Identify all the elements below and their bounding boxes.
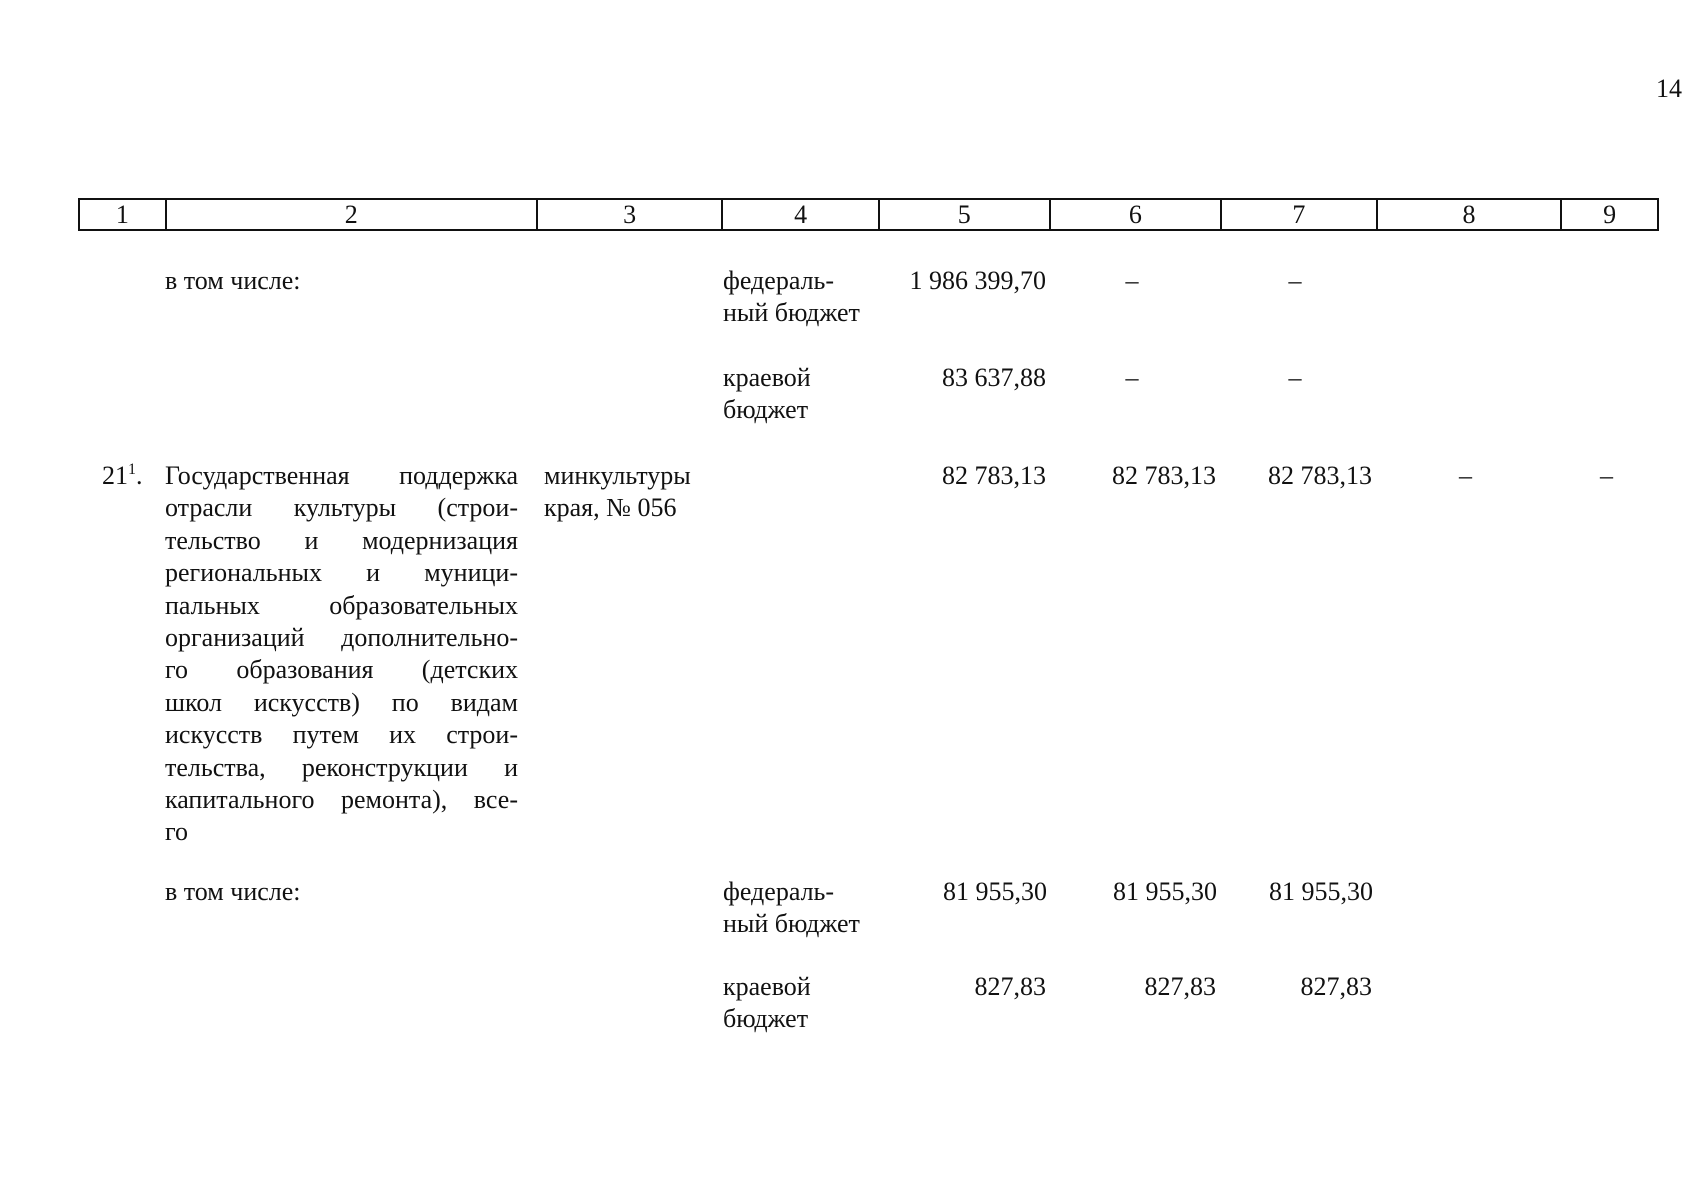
- cell-col-9: –: [1600, 461, 1613, 490]
- funding-source: [723, 362, 811, 427]
- item-title-line: го образования (детских: [165, 655, 518, 685]
- item-number-main: 21: [102, 461, 128, 490]
- cell-col-5: 1 986 399,70: [909, 266, 1046, 295]
- item-title-line: искусств путем их строи-: [165, 720, 518, 750]
- header-col-1: 1: [80, 200, 167, 229]
- cell-col-7: –: [1288, 266, 1302, 295]
- header-col-6: 6: [1051, 200, 1223, 229]
- cell-col-5: 82 783,13: [942, 461, 1046, 490]
- item-title-line: школ искусств) по видам: [165, 687, 518, 717]
- row-label: в том числе:: [165, 266, 301, 295]
- item-title-line: организаций дополнительно-: [165, 623, 518, 653]
- funding-source: [723, 876, 860, 941]
- header-col-9: 9: [1603, 200, 1617, 229]
- header-col-8: 8: [1378, 200, 1563, 229]
- item-title-line: го: [165, 817, 189, 847]
- cell-col-7: 81 955,30: [1269, 877, 1373, 906]
- item-number-superscript: 1: [128, 461, 136, 478]
- funding-source-line: федераль-: [723, 877, 835, 906]
- cell-col-6: 81 955,30: [1113, 877, 1217, 906]
- cell-col-7: 827,83: [1300, 972, 1372, 1001]
- item-title-line: Государственная поддержка: [165, 461, 518, 490]
- cell-col-6: 827,83: [1144, 972, 1216, 1001]
- cell-col-5: 81 955,30: [943, 877, 1047, 906]
- cell-col-5: 83 637,88: [942, 363, 1046, 392]
- funding-source-line: федераль-: [723, 266, 835, 295]
- item-title-line: отрасли культуры (строи-: [165, 493, 518, 523]
- header-col-2: 2: [167, 200, 538, 229]
- cell-col-5: 827,83: [974, 972, 1046, 1001]
- cell-col-6: –: [1125, 363, 1139, 392]
- header-col-7: 7: [1222, 200, 1378, 229]
- executor: [544, 460, 691, 525]
- header-col-5: 5: [880, 200, 1051, 229]
- item-title-line: тельство и модернизация: [165, 525, 518, 555]
- executor-line: края, № 056: [544, 493, 677, 523]
- funding-source-line: краевой: [723, 363, 811, 392]
- funding-source-line: ный бюджет: [723, 298, 860, 328]
- item-title: [165, 460, 518, 849]
- cell-col-6: –: [1125, 266, 1139, 295]
- funding-source-line: бюджет: [723, 395, 809, 425]
- item-title-line: пальных образовательных: [165, 590, 518, 620]
- cell-col-6: 82 783,13: [1112, 461, 1216, 490]
- item-title-line: региональных и муници-: [165, 558, 518, 588]
- executor-line: минкультуры: [544, 461, 691, 490]
- funding-source-line: ный бюджет: [723, 909, 860, 939]
- item-title-line: тельства, реконструкции и: [165, 752, 518, 782]
- funding-source: [723, 265, 860, 330]
- item-title-line: капитального ремонта), все-: [165, 785, 518, 815]
- funding-source-line: краевой: [723, 972, 811, 1001]
- funding-source: [723, 971, 811, 1036]
- cell-col-7: –: [1288, 363, 1302, 392]
- funding-source-line: бюджет: [723, 1004, 809, 1034]
- cell-col-7: 82 783,13: [1268, 461, 1372, 490]
- page-number: 14: [1656, 74, 1682, 103]
- cell-col-8: –: [1459, 461, 1472, 490]
- header-col-4: 4: [723, 200, 880, 229]
- header-col-3: 3: [538, 200, 724, 229]
- item-number: [102, 460, 143, 492]
- item-number-suffix: .: [136, 461, 143, 490]
- table-header-row: [78, 198, 1659, 231]
- row-label: в том числе:: [165, 877, 301, 906]
